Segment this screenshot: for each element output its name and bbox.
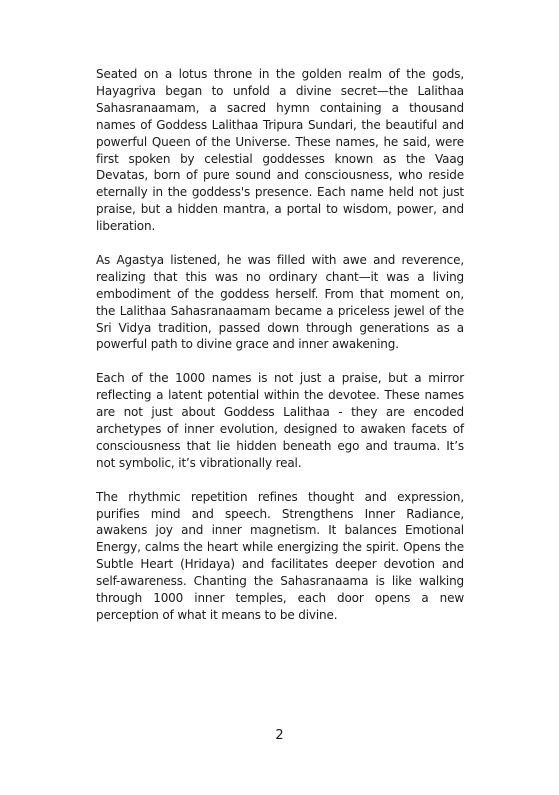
- page-number: 2: [275, 728, 284, 743]
- paragraph: As Agastya listened, he was filled with awe and reverence, realizing that this was no ordinary chant—it was a living embodiment of the goddess herself. From that moment on, the Lalithaa Sahasranaamam became a priceless jewel of the Sri Vidya tradition, passed down through generations as a powerful path to divine grace and inner awakening.: [96, 252, 464, 352]
- paragraph: Each of the 1000 names is not just a praise, but a mirror reflecting a latent potential within the devotee. These names are not just about Goddess Lalithaa - they are encoded archetypes of inner evolution, designed to awaken facets of consciousness that lie hidden beneath ego and trauma. It’s not symbolic, it’s vibrationally real.: [96, 371, 464, 470]
- paragraph: Seated on a lotus throne in the golden realm of the gods, Hayagriva began to unfold a divine secret—the Lalithaa Sahasranaamam, a sacred hymn containing a thousand names of Goddess Lalithaa Tripura Sundari, the beautiful and powerful Queen of the Universe. These names, he said, were first spoken by celestial goddesses known as the Vaag Devatas, born of pure sound and consciousness, who reside eternally in the goddess's presence. Each name held not just praise, but a hidden mantra, a portal to wisdom, power, and liberation.: [96, 67, 464, 234]
- paragraph: The rhythmic repetition refines thought and expression, purifies mind and speech. Strengthens Inner Radiance, awakens joy and inner magnetism. It balances Emotional Energy, calms the heart while energizing the spirit. Opens the Subtle Heart (Hridaya) and facilitates deeper devotion and self-awareness. Chanting the Sahasranaama is like walking through 1000 inner temples, each door opens a new perception of what it means to be divine.: [96, 489, 464, 622]
- body-text: [96, 66, 464, 624]
